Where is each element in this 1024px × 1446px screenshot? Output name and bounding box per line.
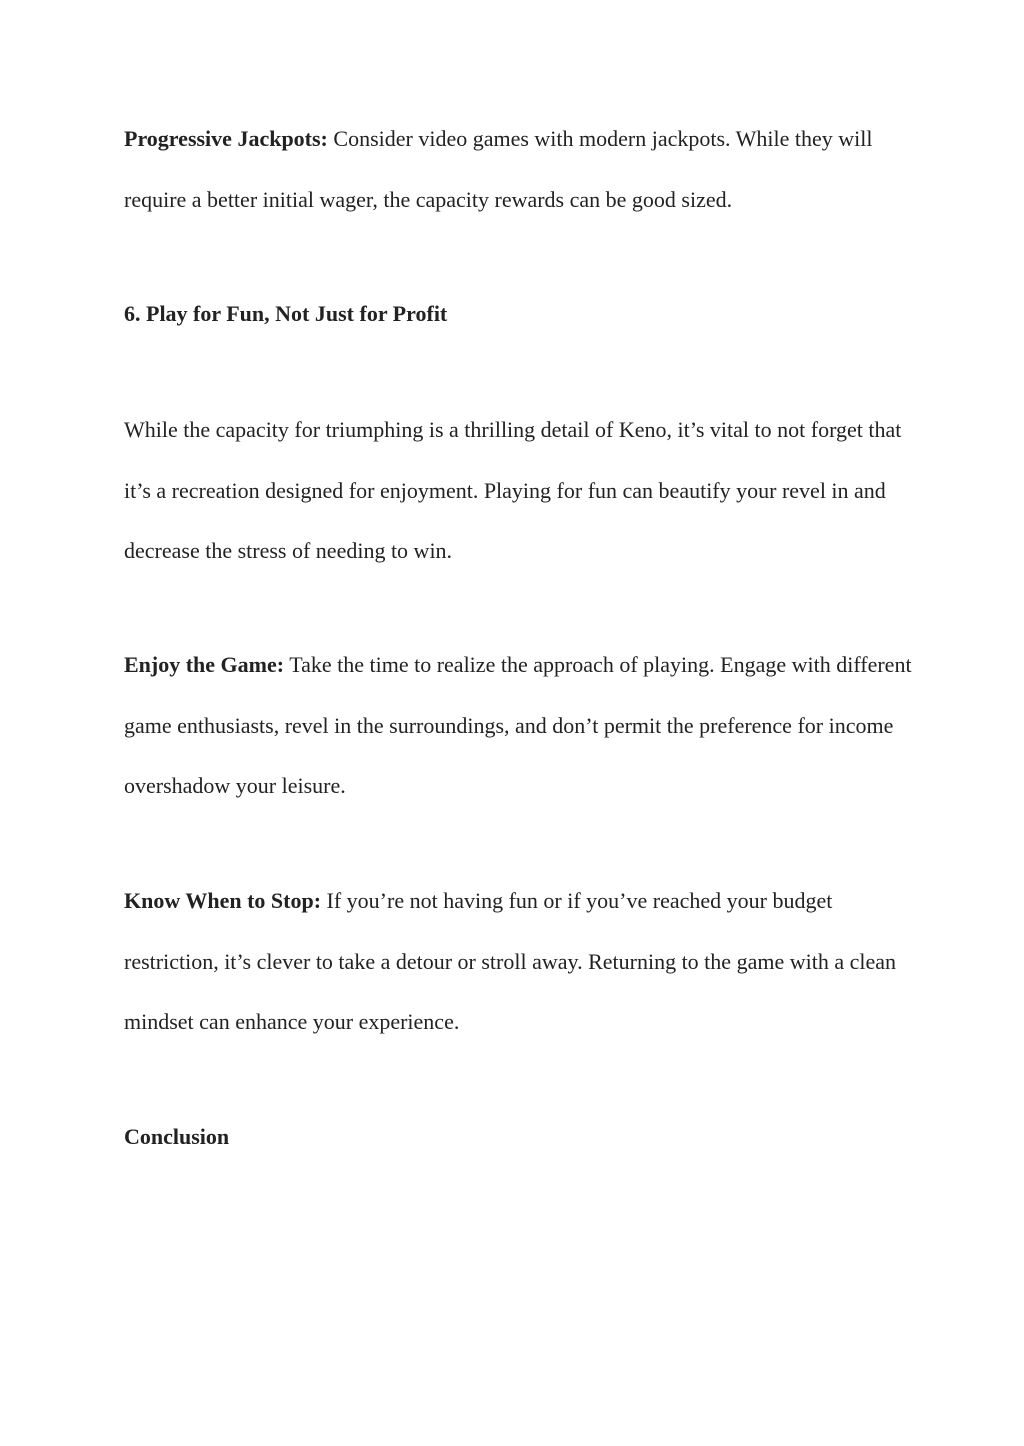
enjoy-the-game-paragraph: [124, 635, 914, 817]
progressive-jackpots-text: Consider video games with modern jackpots. While they will require a better initial wager, the capacity rewards can be good sized.: [124, 126, 873, 212]
section-6-paragraph: While the capacity for triumphing is a thrilling detail of Keno, it’s vital to not forget that it’s a recreation designed for enjoyment. Playing for fun can beautify your revel in and decrease the stress of needing to win.: [124, 417, 902, 563]
progressive-jackpots-paragraph: [124, 109, 914, 230]
know-when-to-stop-label: Know When to Stop:: [124, 888, 322, 913]
section-6-heading: 6. Play for Fun, Not Just for Profit: [124, 301, 448, 326]
conclusion-heading: Conclusion: [124, 1124, 230, 1149]
enjoy-the-game-label: Enjoy the Game:: [124, 652, 285, 677]
progressive-jackpots-label: Progressive Jackpots:: [124, 126, 328, 151]
know-when-to-stop-paragraph: [124, 871, 914, 1053]
enjoy-the-game-text: Take the time to realize the approach of playing. Engage with different game enthusiasts, revel in the surroundings, and don’t permit the preference for income overshadow your leisure.: [124, 652, 912, 798]
know-when-to-stop-text: If you’re not having fun or if you’ve reached your budget restriction, it’s clever to take a detour or stroll away. Returning to the game with a clean mindset can enhance your experience.: [124, 888, 896, 1034]
